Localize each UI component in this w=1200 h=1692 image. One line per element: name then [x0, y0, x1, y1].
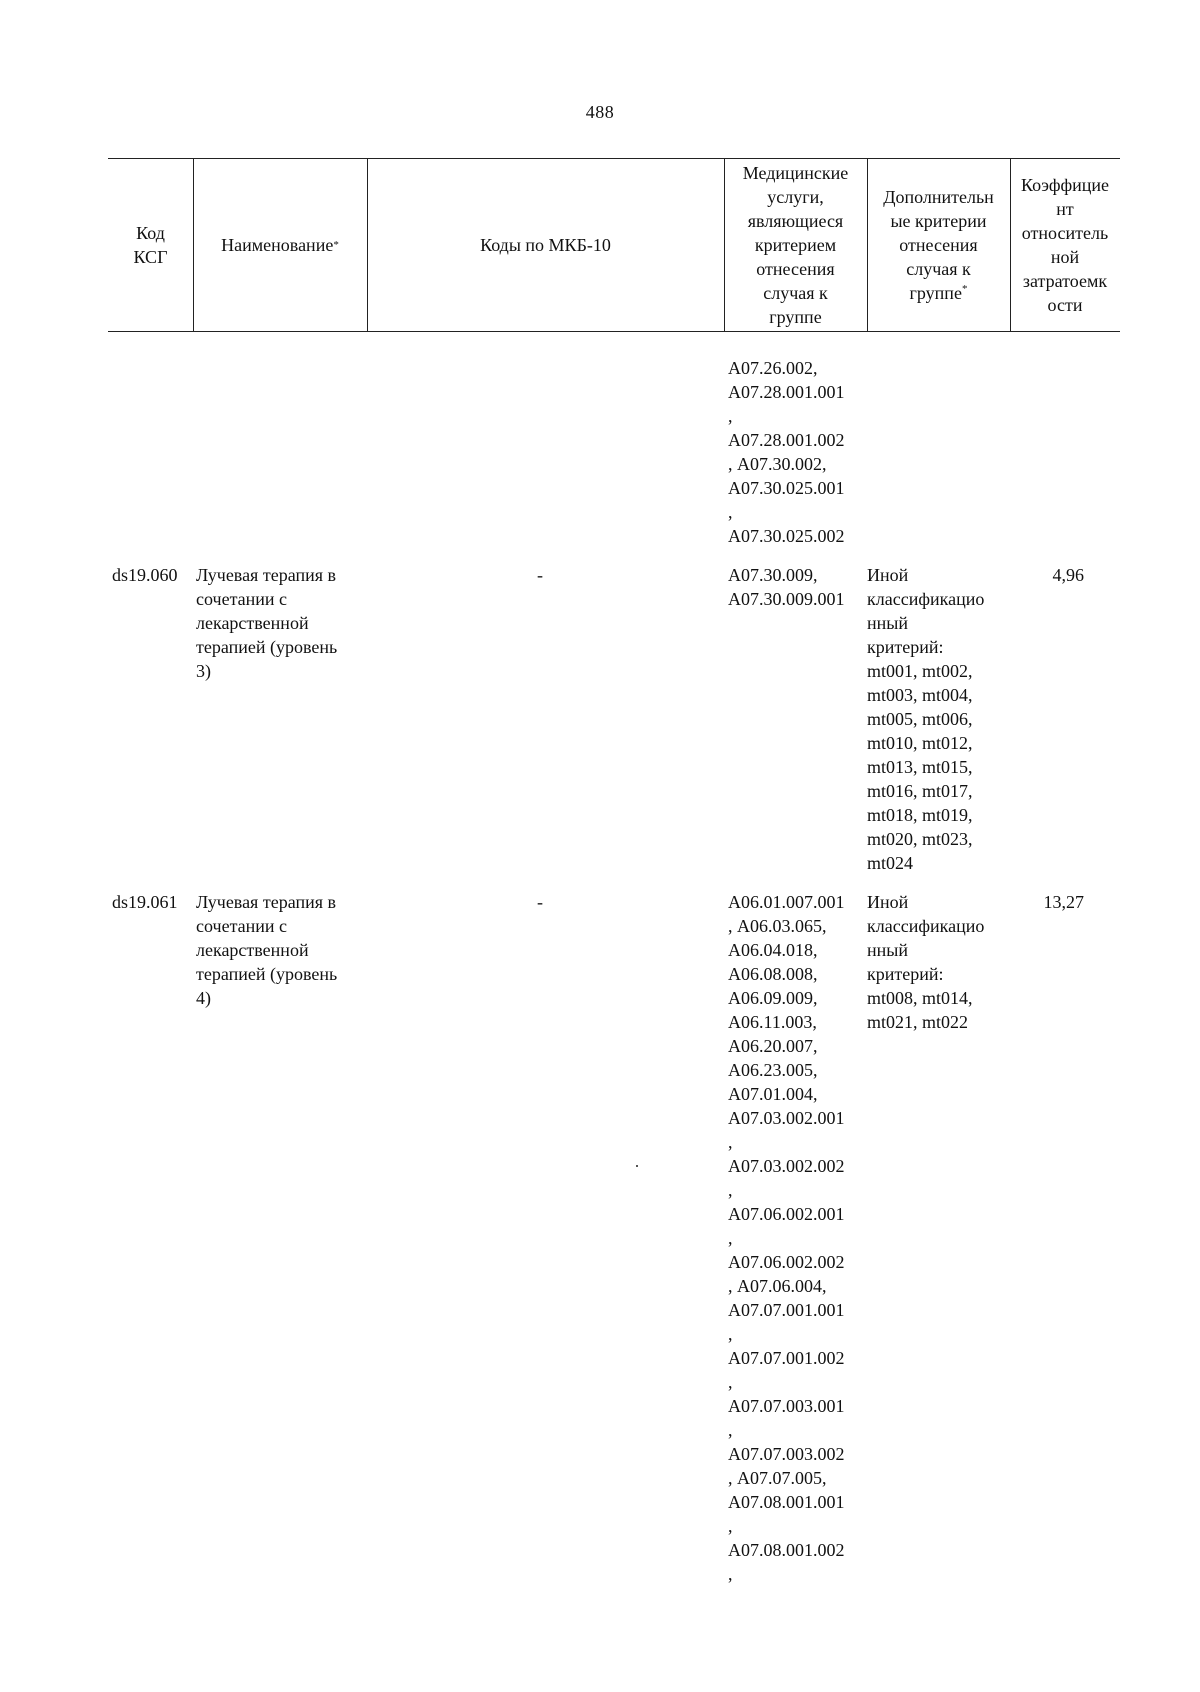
row-1-name: Лучевая терапия в сочетании с лекарственной терапией (уровень 3)	[196, 565, 338, 681]
header-med-services	[724, 159, 867, 331]
header-name: Наименование *	[221, 235, 339, 255]
header-mkb-codes	[367, 159, 724, 331]
header-additional-criteria-label: Дополнительн ые критерии отнесения случая к группе	[883, 187, 994, 303]
scan-speck	[636, 1165, 638, 1167]
asterisk-mark: *	[961, 283, 968, 295]
row-1-mkb: -	[537, 565, 543, 585]
row-2-mkb: -	[537, 892, 543, 912]
row-1-med-services: А07.30.009, А07.30.009.001	[728, 565, 845, 609]
header-name-label: Наименование	[221, 235, 334, 255]
row-1-additional: Иной классификацио нный критерий: mt001, mt002, mt003, mt004, mt005, mt006, mt010, mt012, mt013, mt015, mt016, mt017, mt018, mt019, mt020, mt023, mt024	[867, 565, 985, 873]
row-2-med-services: А06.01.007.001 , А06.03.065, А06.04.018, А06.08.008, А06.09.009, А06.11.003, А06.20.007, А06.23.005, А07.01.004, А07.03.002.001 , А07.03.002.002 , А07.06.002.001 , А07.06.002.002 , А07.06.004, А07.07.001.001 , А07.07.001.002 , А07.07.003.001 , А07.07.003.002 , А07.07.005, А07.08.001.001 , А07.08.001.002 ,	[728, 892, 845, 1584]
row-2-code: ds19.061	[112, 892, 178, 912]
row-2-coefficient: 13,27	[1043, 892, 1084, 912]
row-2-additional: Иной классификацио нный критерий: mt008, mt014, mt021, mt022	[867, 892, 985, 1032]
header-coefficient-label: Коэффицие нт относитель ной затратоемк ости	[1020, 175, 1110, 315]
header-mkb-codes-label: Коды по МКБ-10	[480, 235, 611, 255]
row-1-coefficient: 4,96	[1052, 565, 1084, 585]
row-2-name: Лучевая терапия в сочетании с лекарственной терапией (уровень 4)	[196, 892, 338, 1008]
header-additional-criteria	[867, 159, 1010, 331]
header-coefficient	[1010, 159, 1120, 331]
row-1-code: ds19.060	[112, 565, 178, 585]
header-code-ksg-label: Код КСГ	[133, 223, 168, 267]
continuation-med-services: А07.26.002, А07.28.001.001 , А07.28.001.002 , А07.30.002, А07.30.025.001 , А07.30.025.002	[728, 358, 845, 546]
header-code-ksg	[108, 159, 193, 331]
page-number: 488	[585, 102, 615, 122]
header-med-services-label: Медицинские услуги, являющиеся критерием отнесения случая к группе	[742, 163, 849, 327]
table-header	[108, 158, 1120, 332]
